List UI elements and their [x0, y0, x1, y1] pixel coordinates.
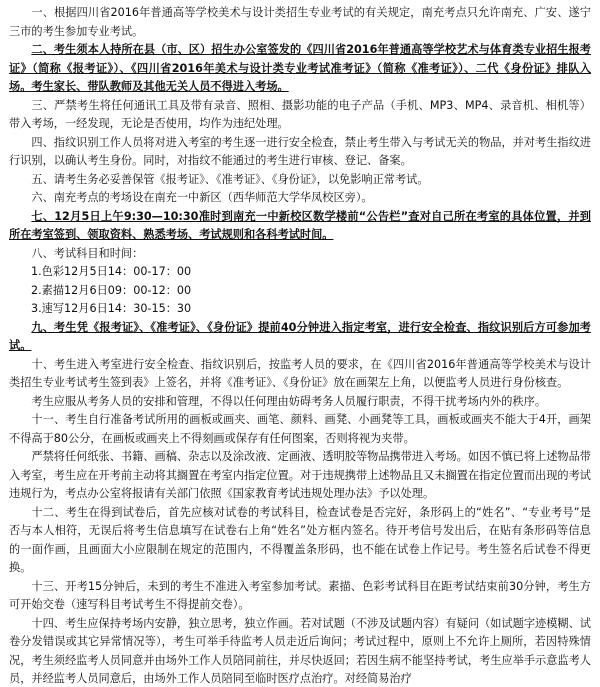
- para-13-late-arrival: 十三、开考15分钟后，未到的考生不准进入考室参加考试。素描、色彩考试科目在距考试结束前30分钟，考生方可开始交卷（速写科目考试考生不得提前交卷）。: [9, 579, 591, 611]
- para-14-conduct: 十四、考生应保持考场内安静，独立思考，独立作画。若对试题（不涉及试题内容）有疑问（如试题字迹模糊、试卷分发错误或其它异常情况等），考生可举手待监考人员走近后询问；考试过程中，原则上不允许上厕所，若因特殊情况，考生须经监考人员同意并由场外工作人员陪同前往，并尽快返回；若因生病不能坚持考试，考生应举手示意监考人员，并经监考人员同意后，由场外工作人员陪同至临时医疗点治疗。对经简易治疗: [9, 616, 591, 685]
- para-3-electronics-ban: 三、严禁考生将任何通讯工具及带有录音、照相、摄影功能的电子产品（手机、MP3、MP4、录音机、相机等）带入考场，一经发现，无论是否使用，均作为违纪处理。: [9, 98, 591, 130]
- para-8-schedule-title: 八、考试科目和时间：: [31, 246, 144, 260]
- para-11-tools: 十一、考生自行准备考试所用的画板或画夹、画笔、颜料、画凳、小画凳等工具，画板或画夹不能大于4开，画架不得高于80公分，在画板或画夹上不得刻画或保存有任何图案，否则将视为夹带。: [9, 413, 591, 445]
- para-10b-obey-staff: 考生应服从考务人员的安排和管理，不得以任何理由妨碍考务人员履行职责，不得干扰考场内外的秩序。: [31, 394, 547, 408]
- para-2-entry-documents: 二、考生须本人持所在县（市、区）招生办公室签发的《四川省2016年普通高等学校艺术与体育类专业招生报考证》（简称《报考证》）、《四川省2016年美术与设计类专业考试准考证》（简称《准考证》）、二代《身份证》排队入场。考生家长、带队教师及其他无关人员不得进入考场。: [9, 43, 591, 93]
- para-9-arrival: 九、考生凭《报考证》、《准考证》、《身份证》提前40分钟进入指定考室，进行安全检查、指纹识别后方可参加考试。: [9, 320, 591, 352]
- para-4-fingerprint-check: 四、指纹识别工作人员将对进入考室的考生逐一进行安全检查，禁止考生带入与考试无关的物品，并对考生指纹进行识别，以确认考生身份。同时，对指纹不能通过的考生进行审核、登记、备案。: [9, 135, 591, 167]
- subject-item-quick-sketch: 3.速写12月6日14：30-15：30: [31, 302, 192, 315]
- para-7-check-in: 七、12月5日上午9:30—10:30准时到南充一中新校区数学楼前“公告栏”查对自己所在考室的具体位置，并到所在考室签到、领取资料、熟悉考场、考试规则和各科考试时间。: [9, 209, 591, 241]
- para-1-region-rule: 一、根据四川省2016年普通高等学校美术与设计类招生专业考试的有关规定，南充考点只允许南充、广安、遂宁三市的考生参加专业考试。: [9, 6, 591, 38]
- para-10-sign-in: 十、考生进入考室进行安全检查、指纹识别后，按监考人员的要求，在《四川省2016年普通高等学校美术与设计类招生专业考试考生签到表》上签名，并将《准考证》、《身份证》放在画架左上角，以便监考人员进行身份核查。: [9, 357, 591, 389]
- para-6-venue: 六、南充考点的考场设在南充一中新区（西华师范大学华凤校区旁）。: [31, 191, 373, 204]
- para-12-answer-sheet: 十二、考生在得到试卷后，首先应核对试卷的考试科目，检查试卷是否完好，条形码上的“姓名”、“专业考号”是否与本人相符，无误后将考生信息填写在试卷右上角“姓名”处方框内签名。待开考信号发出后，在贴有条形码等信息的一面作画，且画面大小应限制在规定的范围内，不得覆盖条形码，也不能在试卷上作记号。考生签名后试卷不得更换。: [9, 505, 591, 574]
- subject-item-sketch: 2.素描12月6日09：00-12：00: [31, 283, 192, 297]
- para-5-keep-documents: 五、请考生务必妥善保管《报考证》、《准考证》、《身份证》，以免影响正常考试。: [31, 172, 429, 186]
- para-11b-prohibited-items: 严禁将任何纸张、书籍、画稿、杂志以及涂改液、定画液、透明胶等物品携带进入考场。如因不慎已将上述物品带入考室，考生应在开考前主动将其搁置在考室内指定位置。对于违规携带上述物品且又未搁置在指定位置而出现的考试违规行为，考点办公室将报请有关部门依照《国家教育考试违规处理办法》予以处理。: [9, 450, 591, 500]
- subject-item-color: 1.色彩12月5日14：00-17：00: [31, 265, 192, 278]
